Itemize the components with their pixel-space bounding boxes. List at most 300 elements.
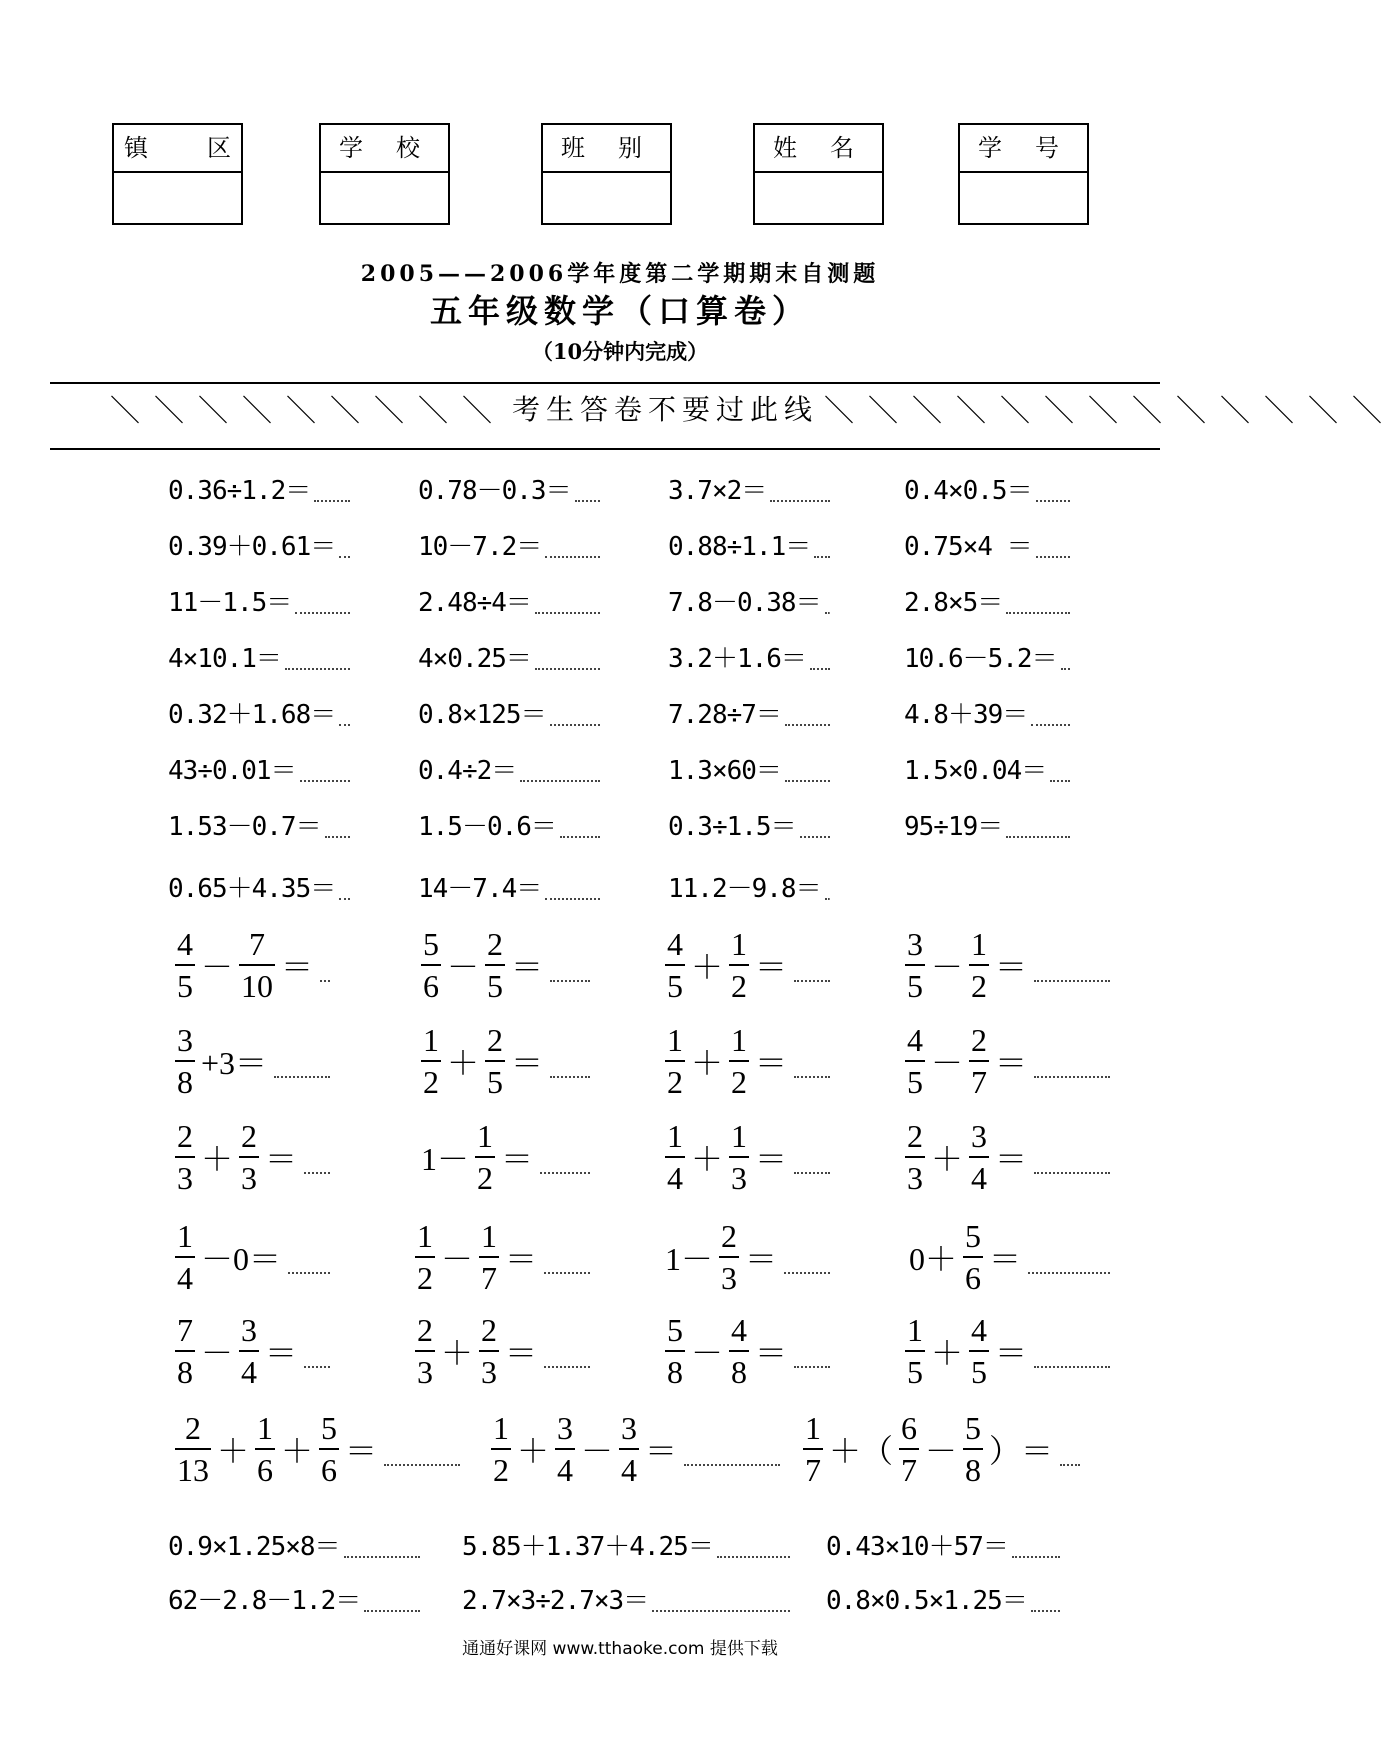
fraction-denominator: 2: [477, 1160, 494, 1196]
answer-dots: [295, 612, 350, 614]
fraction-bar: [479, 1256, 499, 1258]
answer-dots: [545, 898, 600, 900]
answer-dots: [1031, 724, 1070, 726]
arithmetic-problem: 7.8－0.38＝: [668, 588, 821, 618]
fraction-problem: [412, 1314, 540, 1388]
answer-dots: [535, 668, 600, 670]
answer-dots: [550, 1076, 590, 1078]
fraction-numerator: 2: [971, 1022, 988, 1058]
operator: ＝: [995, 1141, 1028, 1177]
fraction-bar: [969, 1060, 989, 1062]
fraction-numerator: 2: [487, 1022, 504, 1058]
fraction-numerator: 1: [731, 926, 748, 962]
fraction-numerator: 4: [667, 926, 683, 962]
fraction-bar: [475, 1156, 495, 1158]
fraction-denominator: 8: [177, 1354, 193, 1390]
answer-dots: [339, 556, 350, 558]
arithmetic-problem: 10.6－5.2＝: [904, 644, 1057, 674]
arithmetic-problem: 7.28÷7＝: [668, 700, 781, 730]
fraction: [421, 1024, 441, 1098]
fraction: [415, 1220, 435, 1294]
operator: －: [201, 1335, 234, 1371]
mixed-problem: 5.85＋1.37＋4.25＝: [462, 1532, 713, 1562]
answer-dots: [535, 612, 600, 614]
fraction: [899, 1412, 919, 1486]
cut-line-top: [50, 382, 1160, 384]
fraction: [665, 1120, 685, 1194]
fraction-denominator: 4: [667, 1160, 683, 1196]
operator: ＝: [989, 1241, 1022, 1277]
answer-dots: [550, 724, 600, 726]
fraction-numerator: 1: [971, 926, 988, 962]
footer-credit: 通通好课网 www.tthaoke.com 提供下载: [462, 1639, 778, 1659]
info-box-label: 班 别: [543, 125, 670, 173]
answer-dots: [364, 1610, 420, 1612]
fraction-denominator: 5: [971, 1354, 988, 1390]
fraction-bar: [319, 1448, 339, 1450]
fraction-numerator: 5: [965, 1218, 982, 1254]
operator: －: [441, 1241, 474, 1277]
fraction-problem: [662, 1024, 790, 1098]
fraction-numerator: 3: [907, 926, 923, 962]
arithmetic-problem: 0.8×125＝: [418, 700, 546, 730]
fraction: [729, 1314, 749, 1388]
fraction-bar: [175, 1256, 195, 1258]
fraction-bar: [905, 964, 925, 966]
arithmetic-problem: 1.5×0.04＝: [904, 756, 1047, 786]
fraction-problem: [902, 1024, 1030, 1098]
answer-dots: [545, 556, 600, 558]
fraction-problem: [662, 1120, 790, 1194]
operator: ＝: [645, 1433, 678, 1469]
fraction: [729, 1024, 749, 1098]
fraction-bar: [729, 1060, 749, 1062]
operator: －0＝: [201, 1241, 282, 1277]
fraction: [969, 928, 989, 1002]
fraction-bar: [729, 1350, 749, 1352]
arithmetic-problem: 2.48÷4＝: [418, 588, 531, 618]
fraction-denominator: 2: [731, 968, 748, 1004]
answer-dots: [800, 836, 830, 838]
fraction-numerator: 1: [805, 1410, 821, 1446]
arithmetic-problem: 0.32＋1.68＝: [168, 700, 336, 730]
fraction-bar: [255, 1448, 275, 1450]
operator: －: [447, 949, 480, 985]
answer-dots: [384, 1464, 460, 1466]
fraction-problem: [172, 1024, 270, 1098]
fraction-problem: [906, 1220, 1024, 1294]
fraction-denominator: 7: [901, 1452, 918, 1488]
arithmetic-problem: 0.39＋0.61＝: [168, 532, 336, 562]
cut-line-slashes-right: ＼＼＼＼＼＼＼＼＼＼＼＼＼: [824, 394, 1396, 429]
answer-dots: [684, 1464, 780, 1466]
fraction-numerator: 3: [621, 1410, 638, 1446]
fraction-bar: [175, 1060, 195, 1062]
info-box-label: 学 号: [960, 125, 1087, 173]
fraction-problem: [172, 1314, 300, 1388]
fraction: [905, 1314, 925, 1388]
arithmetic-problem: 11－1.5＝: [168, 588, 292, 618]
answer-dots: [339, 898, 350, 900]
fraction-numerator: 1: [257, 1410, 274, 1446]
fraction-numerator: 1: [477, 1118, 494, 1154]
fraction-denominator: 13: [177, 1452, 209, 1488]
fraction: [969, 1120, 989, 1194]
fraction-bar: [175, 964, 195, 966]
fraction-bar: [729, 1156, 749, 1158]
operator: ＝: [995, 1045, 1028, 1081]
answer-dots: [814, 556, 830, 558]
fraction-bar: [963, 1448, 983, 1450]
fraction: [421, 928, 441, 1002]
fraction-denominator: 5: [177, 968, 193, 1004]
fraction-bar: [619, 1448, 639, 1450]
fraction-bar: [415, 1350, 435, 1352]
fraction: [175, 1024, 195, 1098]
fraction-denominator: 4: [557, 1452, 574, 1488]
fraction-denominator: 7: [481, 1260, 498, 1296]
fraction-numerator: 2: [907, 1118, 923, 1154]
answer-dots: [794, 980, 830, 982]
answer-dots: [304, 1366, 330, 1368]
fraction-numerator: 4: [971, 1312, 988, 1348]
fraction-denominator: 2: [417, 1260, 433, 1296]
arithmetic-problem: 1.53－0.7＝: [168, 812, 321, 842]
answer-dots: [314, 500, 350, 502]
fraction: [479, 1220, 499, 1294]
fraction-numerator: 1: [423, 1022, 439, 1058]
arithmetic-problem: 4×10.1＝: [168, 644, 281, 674]
fraction-problem: [172, 1412, 380, 1486]
fraction-denominator: 6: [423, 968, 439, 1004]
fraction-problem: [172, 1120, 300, 1194]
operator: ＝: [345, 1433, 378, 1469]
answer-dots: [544, 1366, 590, 1368]
fraction-numerator: 6: [901, 1410, 918, 1446]
operator: +3＝: [201, 1045, 268, 1081]
fraction-denominator: 3: [721, 1260, 738, 1296]
fraction-numerator: 2: [185, 1410, 201, 1446]
fraction: [729, 928, 749, 1002]
fraction-problem: [902, 1314, 1030, 1388]
fraction-bar: [719, 1256, 739, 1258]
answer-dots: [575, 500, 600, 502]
fraction: [905, 928, 925, 1002]
fraction-denominator: 5: [667, 968, 683, 1004]
fraction-bar: [239, 964, 275, 966]
answer-dots: [1034, 1172, 1110, 1174]
fraction-bar: [729, 964, 749, 966]
fraction-problem: [902, 1120, 1030, 1194]
fraction-denominator: 3: [177, 1160, 193, 1196]
fraction-denominator: 4: [241, 1354, 258, 1390]
fraction-denominator: 3: [241, 1160, 258, 1196]
fraction-denominator: 5: [487, 1064, 504, 1100]
fraction-problem: [418, 1024, 546, 1098]
fraction: [255, 1412, 275, 1486]
fraction-numerator: 3: [177, 1022, 193, 1058]
operator: ＝: [745, 1241, 778, 1277]
fraction-numerator: 1: [417, 1218, 433, 1254]
answer-dots: [1050, 780, 1070, 782]
fraction-problem: [418, 1120, 536, 1194]
fraction-problem: [662, 1314, 790, 1388]
fraction-denominator: 8: [965, 1452, 982, 1488]
fraction-bar: [665, 964, 685, 966]
fraction: [239, 1314, 259, 1388]
fraction: [239, 928, 275, 1002]
operator: 1－: [665, 1241, 714, 1277]
operator: ＝: [265, 1335, 298, 1371]
fraction-bar: [175, 1448, 211, 1450]
arithmetic-problem: 3.7×2＝: [668, 476, 767, 506]
fraction: [905, 1024, 925, 1098]
answer-dots: [339, 724, 350, 726]
arithmetic-problem: 0.75×4 ＝: [904, 532, 1032, 562]
answer-dots: [544, 1272, 590, 1274]
fraction-numerator: 2: [177, 1118, 193, 1154]
arithmetic-problem: 3.2＋1.6＝: [668, 644, 806, 674]
fraction-numerator: 5: [965, 1410, 982, 1446]
answer-dots: [810, 668, 830, 670]
fraction: [905, 1120, 925, 1194]
fraction-numerator: 5: [423, 926, 439, 962]
answer-dots: [1036, 556, 1070, 558]
operator: ）＝: [989, 1433, 1054, 1469]
cut-line-slashes-left: ＼＼＼＼＼＼＼＼＼: [110, 394, 506, 429]
info-box-label: 姓 名: [755, 125, 882, 173]
cut-line-notice: [110, 386, 1396, 430]
fraction-numerator: 3: [971, 1118, 988, 1154]
operator: －: [931, 1045, 964, 1081]
fraction-numerator: 4: [907, 1022, 923, 1058]
operator: ＋: [691, 949, 724, 985]
answer-dots: [1006, 612, 1070, 614]
fraction-numerator: 5: [667, 1312, 683, 1348]
exam-time-note: （10分钟内完成）: [531, 339, 709, 364]
fraction-bar: [969, 1156, 989, 1158]
cut-line-text: 考生答卷不要过此线: [512, 393, 819, 426]
fraction: [485, 1024, 505, 1098]
fraction-problem: [172, 1220, 284, 1294]
fraction-denominator: 7: [971, 1064, 988, 1100]
operator: ＝: [755, 949, 788, 985]
answer-dots: [785, 780, 830, 782]
operator: ＝: [511, 1045, 544, 1081]
fraction: [719, 1220, 739, 1294]
fraction-denominator: 8: [667, 1354, 683, 1390]
mixed-problem: 62－2.8－1.2＝: [168, 1586, 361, 1616]
exam-year-title: 2005——2006学年度第二学期期末自测题: [360, 261, 880, 287]
fraction-numerator: 4: [177, 926, 193, 962]
fraction: [175, 1220, 195, 1294]
answer-dots: [1028, 1272, 1110, 1274]
fraction-bar: [479, 1350, 499, 1352]
fraction-numerator: 1: [667, 1118, 683, 1154]
fraction-numerator: 2: [721, 1218, 738, 1254]
fraction-denominator: 4: [621, 1452, 638, 1488]
fraction-bar: [963, 1256, 983, 1258]
fraction-denominator: 3: [481, 1354, 498, 1390]
fraction-bar: [803, 1448, 823, 1450]
answer-dots: [550, 980, 590, 982]
fraction-bar: [905, 1350, 925, 1352]
fraction-problem: [412, 1220, 540, 1294]
fraction: [485, 928, 505, 1002]
exam-subject-title: 五年级数学（口算卷）: [429, 292, 810, 330]
fraction: [175, 928, 195, 1002]
operator: ＋: [447, 1045, 480, 1081]
fraction-denominator: 4: [971, 1160, 988, 1196]
mixed-problem: 0.9×1.25×8＝: [168, 1532, 340, 1562]
fraction: [803, 1412, 823, 1486]
operator: ＝: [501, 1141, 534, 1177]
fraction-numerator: 1: [731, 1118, 748, 1154]
fraction-denominator: 3: [731, 1160, 748, 1196]
fraction: [963, 1220, 983, 1294]
fraction-numerator: 7: [177, 1312, 193, 1348]
fraction-bar: [491, 1448, 511, 1450]
fraction: [479, 1314, 499, 1388]
fraction-denominator: 8: [731, 1354, 748, 1390]
fraction: [175, 1120, 195, 1194]
answer-dots: [1034, 1076, 1110, 1078]
operator: ＋: [517, 1433, 550, 1469]
fraction-bar: [969, 964, 989, 966]
operator: －: [925, 1433, 958, 1469]
arithmetic-problem: 0.88÷1.1＝: [668, 532, 811, 562]
fraction-bar: [969, 1350, 989, 1352]
fraction: [175, 1314, 195, 1388]
fraction-denominator: 4: [177, 1260, 193, 1296]
fraction-numerator: 7: [249, 926, 266, 962]
operator: ＝: [755, 1141, 788, 1177]
fraction-denominator: 2: [971, 968, 988, 1004]
operator: －: [581, 1433, 614, 1469]
fraction-bar: [239, 1156, 259, 1158]
operator: ＝: [505, 1241, 538, 1277]
arithmetic-problem: 14－7.4＝: [418, 874, 542, 904]
operator: ＋: [201, 1141, 234, 1177]
operator: ＝: [755, 1335, 788, 1371]
answer-dots: [1034, 980, 1110, 982]
fraction: [729, 1120, 749, 1194]
fraction-denominator: 3: [417, 1354, 433, 1390]
fraction-bar: [665, 1156, 685, 1158]
arithmetic-problem: 0.4÷2＝: [418, 756, 517, 786]
cut-line-bottom: [50, 448, 1160, 450]
fraction-bar: [905, 1156, 925, 1158]
mixed-problem: 0.8×0.5×1.25＝: [826, 1586, 1027, 1616]
answer-dots: [717, 1556, 790, 1558]
fraction: [175, 1412, 211, 1486]
answer-dots: [794, 1366, 830, 1368]
operator: 1－: [421, 1141, 470, 1177]
arithmetic-problem: 4.8＋39＝: [904, 700, 1028, 730]
operator: ＋: [441, 1335, 474, 1371]
fraction-denominator: 10: [241, 968, 274, 1004]
answer-dots: [1006, 836, 1070, 838]
operator: ＝: [995, 949, 1028, 985]
fraction-bar: [415, 1256, 435, 1258]
fraction-bar: [175, 1156, 195, 1158]
answer-dots: [1036, 500, 1070, 502]
fraction-numerator: 4: [731, 1312, 748, 1348]
fraction-bar: [239, 1350, 259, 1352]
fraction-numerator: 2: [241, 1118, 258, 1154]
operator: ＋: [217, 1433, 250, 1469]
answer-dots: [770, 500, 830, 502]
fraction-problem: [662, 1220, 780, 1294]
fraction-denominator: 6: [321, 1452, 338, 1488]
fraction: [665, 1024, 685, 1098]
operator: ＋: [691, 1045, 724, 1081]
answer-dots: [785, 724, 830, 726]
fraction-denominator: 3: [907, 1160, 923, 1196]
operator: ＋: [281, 1433, 314, 1469]
fraction-problem: [902, 928, 1030, 1002]
operator: 0＋: [909, 1241, 958, 1277]
arithmetic-problem: 10－7.2＝: [418, 532, 542, 562]
info-box-school: [319, 123, 450, 225]
fraction-numerator: 5: [321, 1410, 338, 1446]
fraction-problem: [800, 1412, 1056, 1486]
fraction-bar: [899, 1448, 919, 1450]
fraction-problem: [172, 928, 316, 1002]
fraction-bar: [421, 1060, 441, 1062]
fraction-denominator: 7: [805, 1452, 821, 1488]
operator: ＝: [755, 1045, 788, 1081]
operator: ＝: [511, 949, 544, 985]
arithmetic-problem: 95÷19＝: [904, 812, 1003, 842]
fraction-bar: [485, 964, 505, 966]
answer-dots: [560, 836, 600, 838]
fraction-numerator: 2: [487, 926, 504, 962]
fraction-bar: [665, 1350, 685, 1352]
fraction-denominator: 2: [731, 1064, 748, 1100]
fraction-numerator: 2: [481, 1312, 498, 1348]
fraction-denominator: 2: [667, 1064, 683, 1100]
arithmetic-problem: 11.2－9.8＝: [668, 874, 821, 904]
answer-dots: [300, 780, 350, 782]
answer-dots: [304, 1172, 330, 1174]
answer-dots: [652, 1610, 790, 1612]
mixed-problem: 0.43×10＋57＝: [826, 1532, 1008, 1562]
answer-dots: [1061, 668, 1070, 670]
fraction-problem: [418, 928, 546, 1002]
arithmetic-problem: 1.3×60＝: [668, 756, 781, 786]
operator: －: [201, 949, 234, 985]
fraction-denominator: 2: [423, 1064, 439, 1100]
fraction-bar: [555, 1448, 575, 1450]
arithmetic-problem: 0.65＋4.35＝: [168, 874, 336, 904]
fraction-denominator: 5: [907, 1354, 923, 1390]
info-box-student-id: [958, 123, 1089, 225]
fraction: [491, 1412, 511, 1486]
fraction: [665, 928, 685, 1002]
info-box-town: [112, 123, 243, 225]
fraction: [665, 1314, 685, 1388]
fraction-numerator: 1: [177, 1218, 193, 1254]
info-box-label: 镇 区: [114, 125, 241, 173]
answer-dots: [274, 1076, 330, 1078]
fraction-numerator: 1: [731, 1022, 748, 1058]
fraction-denominator: 2: [493, 1452, 509, 1488]
fraction: [969, 1024, 989, 1098]
fraction-bar: [421, 964, 441, 966]
answer-dots: [1031, 1610, 1060, 1612]
fraction-bar: [485, 1060, 505, 1062]
